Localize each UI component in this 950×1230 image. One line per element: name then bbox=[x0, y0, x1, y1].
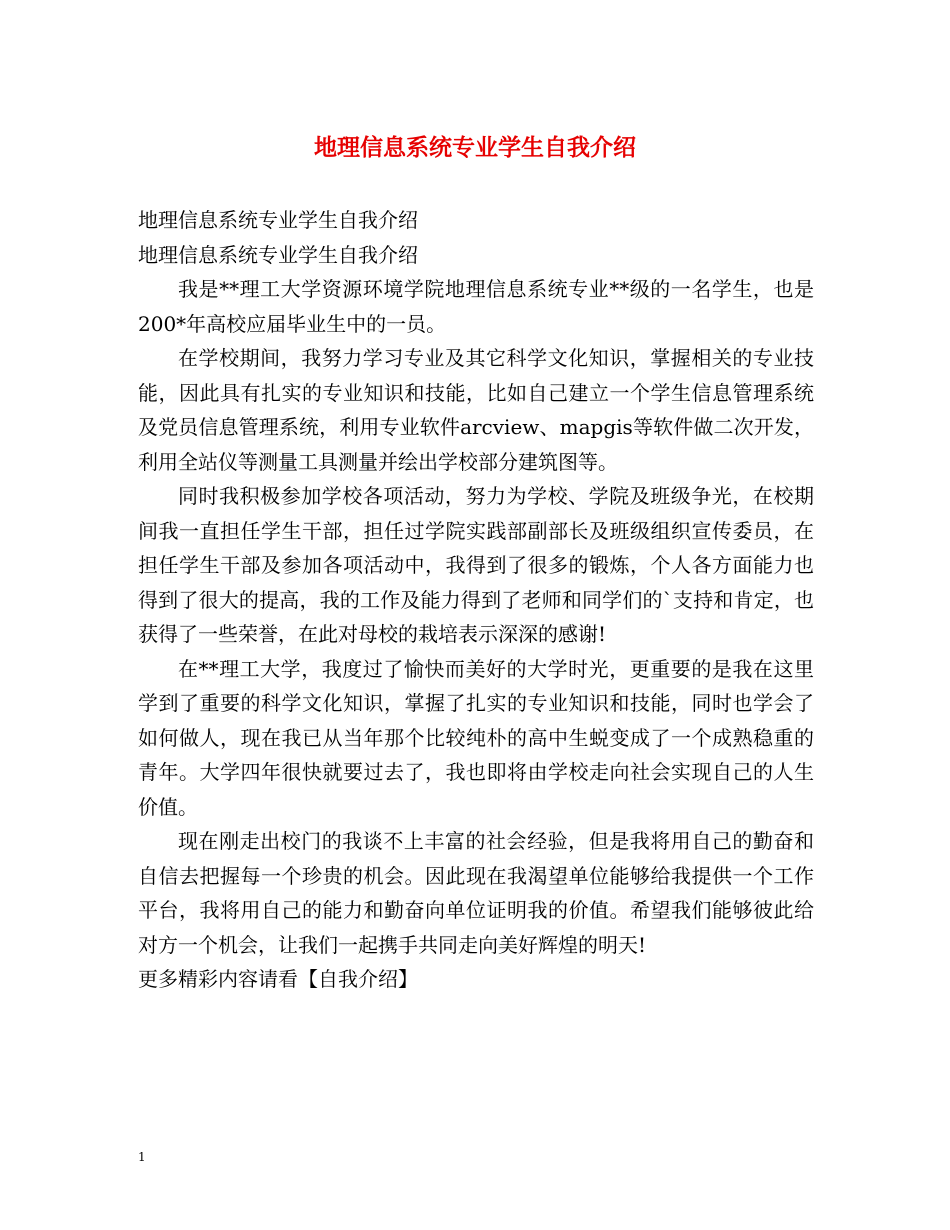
paragraph: 同时我积极参加学校各项活动，努力为学校、学院及班级争光，在校期间我一直担任学生干部，担任过学院实践部副部长及班级组织宣传委员，在担任学生干部及参加各项活动中，我得到了很多的锻炼，个人各方面能力也得到了很大的提高，我的工作及能力得到了老师和同学们的`支持和肯定，也获得了一些荣誉，在此对母校的栽培表示深深的感谢! bbox=[138, 484, 814, 646]
more-content-line: 更多精彩内容请看【自我介绍】 bbox=[138, 967, 418, 991]
subtitle-line: 地理信息系统专业学生自我介绍 bbox=[138, 242, 418, 267]
paragraph: 现在刚走出校门的我谈不上丰富的社会经验，但是我将用自己的勤奋和自信去把握每一个珍贵的机会。因此现在我渴望单位能够给我提供一个工作平台，我将用自己的能力和勤奋向单位证明我的价值。希望我们能够彼此给对方一个机会，让我们一起携手共同走向美好辉煌的明天! bbox=[138, 829, 814, 957]
paragraph: 在学校期间，我努力学习专业及其它科学文化知识，掌握相关的专业技能，因此具有扎实的专业知识和技能，比如自己建立一个学生信息管理系统及党员信息管理系统，利用专业软件arcview、mapgis等软件做二次开发，利用全站仪等测量工具测量并绘出学校部分建筑图等。 bbox=[138, 346, 814, 474]
document-title: 地理信息系统专业学生自我介绍 bbox=[314, 134, 636, 161]
page-number: 1 bbox=[138, 1150, 146, 1164]
paragraph: 在**理工大学，我度过了愉快而美好的大学时光，更重要的是我在这里学到了重要的科学文化知识，掌握了扎实的专业知识和技能，同时也学会了如何做人，现在我已从当年那个比较纯朴的高中生蜕变成了一个成熟稳重的青年。大学四年很快就要过去了，我也即将由学校走向社会实现自己的人生价值。 bbox=[138, 656, 814, 819]
paragraph: 我是**理工大学资源环境学院地理信息系统专业**级的一名学生，也是200*年高校应届毕业生中的一员。 bbox=[138, 277, 814, 336]
document-body bbox=[138, 203, 814, 997]
subtitle-line: 地理信息系统专业学生自我介绍 bbox=[138, 208, 418, 232]
